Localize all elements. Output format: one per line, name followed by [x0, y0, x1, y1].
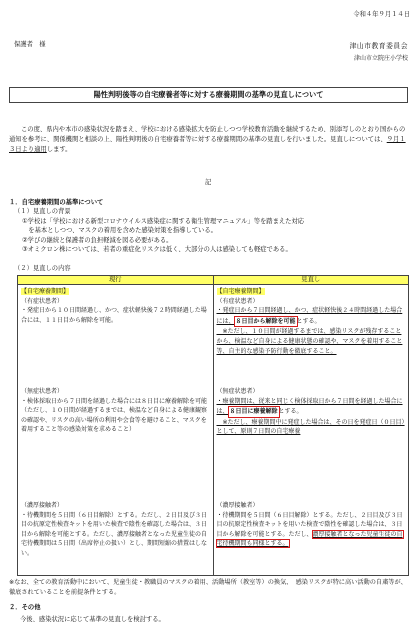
current-rules-cell: [18, 285, 214, 576]
revised-symptomatic-highlight: ８日目から解除を可能: [234, 316, 298, 328]
current-symptomatic-text: ・発症日から１０日間経過し、かつ、症状軽快後７２時間経過した場合には、１１日目から解除を可能。: [21, 307, 207, 324]
revised-symptomatic-note: ※ただし、１０日間が経過するまでは、感染リスクが残存することから、検温など自身による健康状態の確認や、マスクを着用すること等、自主的な感染予防行動を徹底すること。: [216, 328, 403, 355]
comparison-table: [17, 275, 409, 576]
current-symptomatic-heading: （有症状患者）: [21, 297, 64, 305]
revised-asymptomatic-note: ※ただし、療養期間中に発症した場合は、その日を発症日（０日目）として、原則７日間の自宅療養: [216, 418, 405, 436]
section2-heading: ２．その他: [9, 604, 41, 611]
ki-mark: 記: [205, 179, 212, 186]
document-title: 陽性判明後等の自宅療養者等に対する療養期間の基準の見直しについて: [9, 87, 408, 103]
background-item: を基本としつつ、マスクの着用を含めた感染対策を指導している。: [22, 227, 217, 234]
sender-school: 津山市立院庄小学校: [353, 55, 408, 62]
revised-symptomatic-heading: （有症状患者）: [216, 297, 259, 305]
date: 令和４年９月１４日: [353, 11, 410, 18]
revised-contact-highlight: 濃厚接触者となった児童生徒の自宅待機期間も同様とする。: [216, 530, 403, 548]
revised-symptomatic-text: ・発症日から７日間経過し、かつ、症状軽快後２４時間経過した場合には、: [216, 307, 403, 325]
revised-contact-heading: （濃厚接触者）: [216, 502, 259, 509]
current-contact-heading: （濃厚接触者）: [21, 502, 64, 509]
intro-paragraph: この度、県内や本市の感染状況を踏まえ、学校における感染拡大を防止しつつ学校教育活動を継続するため、別添写しのとおり国からの通知を参考に、関係機関と相談の上、陽性判明後の自宅療養者等に対する療養期間の基準の見直しを行いました。見直しについては、９月１３日より適用します。: [9, 126, 406, 154]
precondition-note: ※なお、全ての教育活動中において、児童生徒・教職員のマスクの着用、活動場所（教室等）の換気、 感染リスクが特に高い活動の自粛等が、徹底されていることを前提条件とする。: [9, 579, 407, 596]
background-item: ②学びの継続と保護者の負担軽減を図る必要がある。: [22, 237, 173, 244]
section2-text: 今後、感染状況に応じて基準の見直しを検討する。: [20, 616, 165, 623]
revised-asymptomatic-highlight: ８日目に療養解除: [228, 406, 280, 418]
column-header-current: 現行: [18, 276, 214, 285]
revised-asymptomatic-heading: （無症状患者）: [216, 388, 259, 395]
content-heading: （２）見直しの内容: [14, 265, 71, 272]
current-asymptomatic-heading: （無症状患者）: [21, 388, 64, 395]
background-heading: （１）見直しの背景: [14, 208, 71, 215]
current-contact-text: ・待機期間を５日間（６日目解除）とする。ただし、２日目及び３日目の抗原定性検査キットを用いた検査で陰性を確認した場合は、３日目から解除を可能とする。ただし、濃厚接触者となった児童生徒の自宅待機期間は５日間（出席停止の扱い）とし、期間短縮の措置はしない。: [21, 511, 208, 557]
background-item: ③オミクロン株については、若者の重症化リスクは低く、大部分の人は感染しても軽症である。: [22, 246, 292, 253]
revised-section-label: 【自宅療養期間】: [216, 288, 265, 295]
revised-rules-cell: 【自宅療養期間】 （有症状患者） ・発症日から７日間経過し、かつ、症状軽快後２４時間経過した場合には、８日目から解除を可能とする。 ※ただし、１０日間が経過するまでは、感染リスクが残存することから、検温など自身による健康状態の確認や、マスクを着用すること等、自主的な感染予防行動を徹底すること。 （無症状患者） ・療養期間は、従来と同じく検体採取日から７日間を経過した場合には、８日目に療養解除とする。 ※ただし、療養期間中に発症した場合は、その日を発症日（０日目）として、原則７日間の自宅療養 （濃厚接触者） ・待機期間を５日間（６日目解除）とする。ただし、２日目及び３日目の抗原定性検査キットを用いた検査で陰性を確認した場合は、３日目から解除を可能とする。ただし、濃厚接触者となった児童生徒の自宅待機期間も同様とする。: [213, 285, 409, 576]
background-item: ①学校は「学校における新型コロナウイルス感染症に関する衛生管理マニュアル」等を踏まえた対応: [22, 218, 305, 225]
addressee: 保護者 様: [14, 41, 46, 48]
column-header-revised: 見直し: [213, 276, 409, 285]
revised-contact-text: ・待機期間を５日間（６日目解除）とする。ただし、２日目及び３日目の抗原定性検査キットを用いた検査で陰性を確認した場合は、３日目から解除を可能とする。ただし、: [216, 511, 403, 538]
effective-date: ９月１３日より適用: [9, 136, 406, 154]
revised-asymptomatic-text: ・療養期間は、従来と同じく検体採取日から７日間を経過した場合には、: [216, 397, 403, 416]
sender-org: 津山市教育委員会: [349, 42, 408, 50]
section1-heading: １．自宅療養期間の基準について: [9, 199, 104, 206]
current-asymptomatic-text: ・検体採取日から７日間を経過した場合には８日目に療養解除を可能（ただし、１０日間が経過するまでは、検温など自身による健康観察の確認や、リスクの高い場所の利用や会食等を避けること、マスクを着用すること等の感染対策を求めること）: [21, 397, 208, 434]
current-section-label: 【自宅療養期間】: [21, 288, 70, 295]
